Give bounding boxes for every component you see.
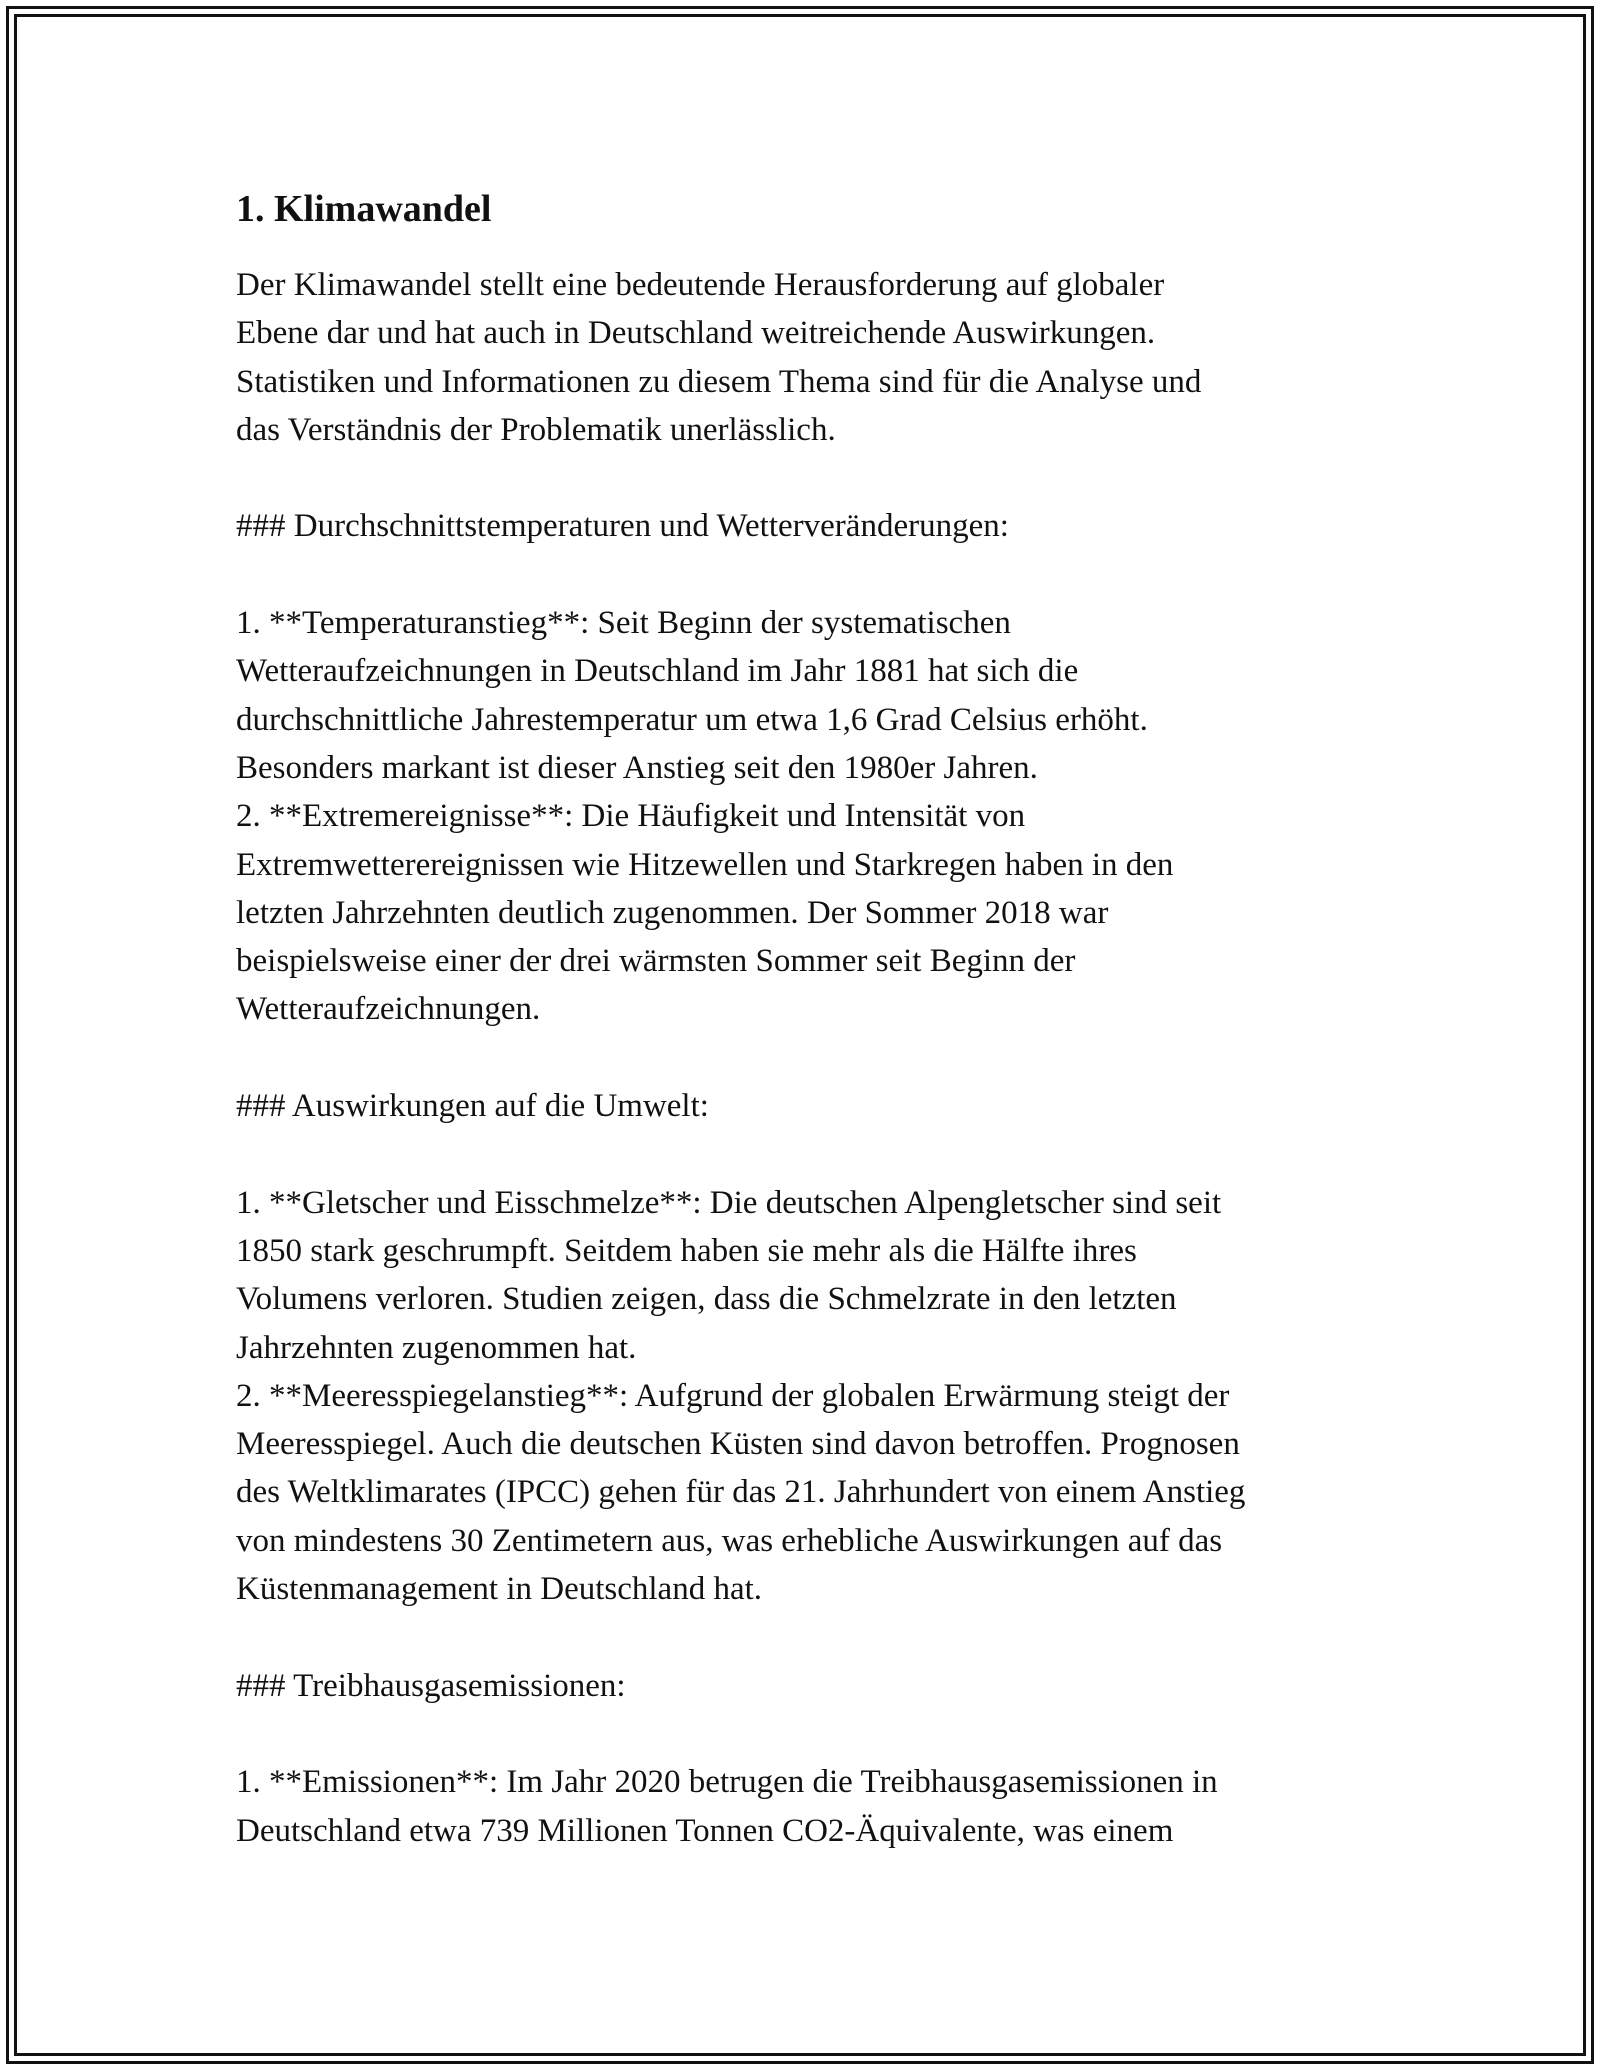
section-heading-emissions: ### Treibhausgasemissionen:	[236, 1667, 626, 1704]
document-title: 1. Klimawandel	[236, 188, 492, 230]
paragraph-spacer	[236, 1613, 1376, 1661]
paragraph-spacer	[236, 551, 1376, 599]
paragraph-spacer	[236, 454, 1376, 502]
list-item-meeresspiegel: 2. **Meeresspiegelanstieg**: Aufgrund der globalen Erwärmung steigt der Meeresspiegel. Auch die deutschen Küsten sind davon betroffen. Prognosen des Weltklimarates (IPCC) gehen für das 21. Jahrhundert von einem Anstieg von mindestens 30 Zentimetern aus, was erhebliche Auswirkungen auf das Küstenmanagement in Deutschland hat.	[236, 1377, 1246, 1608]
intro-paragraph: Der Klimawandel stellt eine bedeutende Herausforderung auf globaler Ebene dar und hat auch in Deutschland weitreichende Auswirkungen. Statistiken und Informationen zu diesem Thema sind für die Analyse und das Verständnis der Problematik unerlässlich.	[236, 267, 1202, 448]
section-heading-temperatures: ### Durchschnittstemperaturen und Wetterveränderungen:	[236, 508, 1009, 545]
list-item-extremereignisse: 2. **Extremereignisse**: Die Häufigkeit und Intensität von Extremwetterereignissen wie Hitzewellen und Starkregen haben in den letzten Jahrzehnten deutlich zugenommen. Der Sommer 2018 war beispielsweise einer der drei wärmsten Sommer seit Beginn der Wetteraufzeichnungen.	[236, 798, 1174, 1028]
section-heading-environment: ### Auswirkungen auf die Umwelt:	[236, 1088, 709, 1125]
list-item-temperaturanstieg: 1. **Temperaturanstieg**: Seit Beginn der systematischen Wetteraufzeichnungen in Deutschland im Jahr 1881 hat sich die durchschnittliche Jahrestemperatur um etwa 1,6 Grad Celsius erhöht. Besonders markant ist dieser Anstieg seit den 1980er Jahren.	[236, 605, 1148, 786]
paragraph-spacer	[236, 1710, 1376, 1758]
paragraph-spacer	[236, 1034, 1376, 1082]
list-item-emissionen: 1. **Emissionen**: Im Jahr 2020 betrugen die Treibhausgasemissionen in Deutschland etwa 739 Millionen Tonnen CO2-Äquivalente, was einem	[236, 1764, 1218, 1849]
paragraph-spacer	[236, 1130, 1376, 1178]
list-item-gletscher: 1. **Gletscher und Eisschmelze**: Die deutschen Alpengletscher sind seit 1850 stark geschrumpft. Seitdem haben sie mehr als die Hälfte ihres Volumens verloren. Studien zeigen, dass die Schmelzrate in den letzten Jahrzehnten zugenommen hat.	[236, 1184, 1222, 1366]
document-body	[236, 185, 1376, 1855]
